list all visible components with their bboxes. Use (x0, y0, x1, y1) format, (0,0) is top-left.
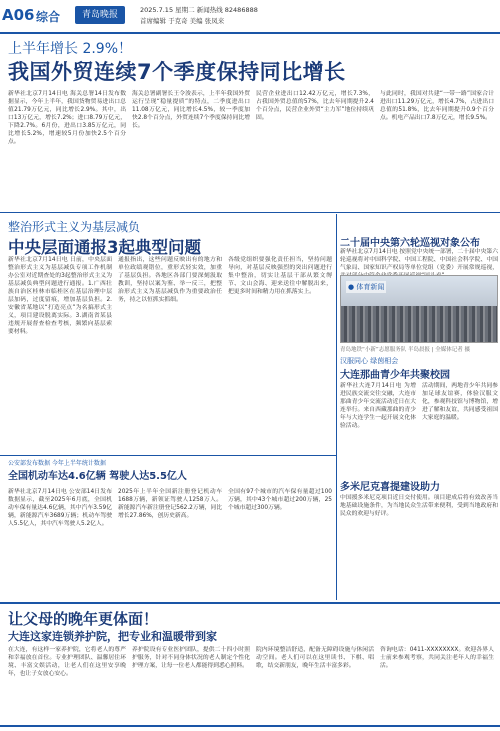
photo-caption: 青岛地铁“小新”志愿服务队 半岛晨报 | 全媒体记者 摄 (340, 347, 471, 353)
lead-headline: 我国外贸连续7个季度保持同比增长 (8, 60, 346, 84)
story4-col-2: 活动期间，两地青少年共同参加足球友谊赛，体验汉服文化，参观科技馆与博物馆，增进了解和友谊，共同感受祖国大家庭的温暖。 (422, 383, 498, 421)
divider (0, 455, 336, 456)
section-label: 综合 (36, 10, 61, 24)
story3-col-1: 新华社北京7月14日电 公安部14日发布数据显示，截至2025年6月底，全国机动车保有量达4.6亿辆，其中汽车3.59亿辆，新能源汽车3689万辆；机动车驾驶人5.5亿人，其中汽车驾驶人5.2亿人。 (8, 489, 112, 527)
photo-crowd (341, 306, 497, 342)
lead-col-1: 新华社北京7月14日电 海关总署14日发布数据显示，今年上半年，我国货物贸易进出口总值21.79万亿元，同比增长2.9%。其中，出口13万亿元，增长7.2%；进口8.79万亿元，下降2.7%。6月份，进出口3.85万亿元，同比增长5.2%，增速较5月份加快2.5个百分点。 (8, 91, 126, 145)
sidebar-headline: 二十届中央第六轮巡视对象公布 (340, 238, 480, 249)
footer-rule (0, 725, 500, 727)
story4-col-1: 新华社大连7月14日电 为增进民族交流交往交融，大连市那曲青少年交流活动近日在大连举行。来自西藏那曲的青少年与大连学生一起开展文化体验活动。 (340, 383, 416, 429)
story2-headline: 中央层面通报3起典型问题 (8, 238, 201, 257)
story2-col-1: 新华社北京7月14日电 日前，中央层面整治形式主义为基层减负专项工作机制办公室对近期查处的3起整治形式主义为基层减负典型问题进行通报。1.广西壮族自治区桂林市临桂区在基层治理中层层加码，过度留痕，增加基层负担。2.安徽省某地以“打造亮点”为名搞形式主义，项目建设脱离实际。3.湖南省某县违规开展督查检查考核，频繁向基层索要材料。 (8, 257, 112, 335)
masthead-logo: 青岛晚报 (75, 6, 125, 24)
story5-headline: 多米尼克喜提建设助力 (340, 482, 440, 493)
lead-col-3: 民营企业进出口12.42万亿元，增长7.3%，占我国外贸总值的57%，比去年同期提升2.4个百分点，民营企业外贸“主力军”地位持续巩固。 (256, 91, 374, 121)
editor-line: 首席编辑 于克奇 美编 张凤来 (140, 17, 225, 25)
story3-col-3: 全国有97个城市的汽车保有量超过100万辆，其中43个城市超过200万辆，25个城市超过300万辆。 (228, 489, 332, 511)
divider (0, 602, 500, 604)
story3-headline: 全国机动车达4.6亿辆 驾驶人达5.5亿人 (8, 471, 187, 482)
story4-headline: 大连那曲青少年共聚校园 (340, 370, 450, 381)
divider (0, 212, 500, 213)
story3-kicker: 公安部发布数据 今年上半年统计数据 (8, 460, 106, 467)
date-line: 2025.7.15 星期二 新闻热线 82486888 (140, 6, 258, 14)
story6-subheadline: 大连这家连锁养护院，把专业和温暖带到家 (8, 630, 217, 643)
story6-col-1: 在大连，有这样一家养护院，它将老人的尊严和幸福放在首位。专业护理团队、温馨居住环境、丰富文娱活动，让老人们在这里安享晚年，也让子女放心安心。 (8, 647, 126, 677)
story2-col-3: 各级党组织要强化责任担当，坚持问题导向，对基层反映强烈的突出问题进行集中整治，切实让基层干部从繁文缛节、文山会海、迎来送往中解脱出来，把更多时间和精力用在抓落实上。 (228, 257, 332, 295)
column-divider (336, 214, 337, 600)
story6-col-3: 院内环境整洁舒适，配备无障碍设施与休闲活动空间。老人们可以在这里读书、下棋、唱歌，结交新朋友，晚年生活丰富多彩。 (256, 647, 374, 669)
story6-col-2: 养护院设有专业医护团队，提供二十四小时照护服务，针对不同身体状况的老人制定个性化护理方案，让每一位老人都能得到悉心照料。 (132, 647, 250, 669)
story4-kicker: 汉服同心 绿茵相会 (340, 357, 399, 365)
page-header (0, 0, 500, 34)
page-number: A06 (2, 6, 35, 24)
photo-label: ● 体育新闻 (348, 283, 385, 291)
story6-headline: 让父母的晚年更体面！ (8, 610, 159, 628)
sidebar-body: 新华社北京7月14日电 按照党中央统一部署，二十届中央第六轮巡视将对中国科学院、中国工程院、中国社会科学院、中国气象局、国家知识产权局等单位党组（党委）开展常规巡视， (340, 249, 498, 271)
lead-col-4: 与此同时，我国对共建“一带一路”国家合计进出口11.29万亿元，增长4.7%，占进出口总值的51.8%，比去年同期提升0.9个百分点。机电产品出口7.8万亿元，增长9.5%。 (380, 91, 494, 121)
story2-col-2: 通报指出，这些问题反映出有的地方和单位政绩观错位，重形式轻实效，加重了基层负担。各地区各部门要深刻汲取教训，坚持以案为鉴、举一反三，把整治形式主义为基层减负作为重要政治任务，持之以恒抓实抓细。 (118, 257, 222, 303)
story6-col-4: 咨询电话：0411-XXXXXXXX。欢迎各界人士前来参观考察，共同关注老年人的幸福生活。 (380, 647, 494, 669)
lead-col-2: 海关总署副署长王令浚表示，上半年我国外贸运行呈现“稳量提质”的特点，二季度进出口11.08万亿元，同比增长4.5%，较一季度加快2.8个百分点，外贸连续7个季度保持同比增长。 (132, 91, 250, 129)
story5-col-1: 中国援多米尼克项目近日交付使用。项目建成后将有效改善当地基础设施条件，为当地民众生活带来便利，受到当地政府和民众的欢迎与好评。 (340, 495, 498, 517)
story3-col-2: 2025年上半年全国新注册登记机动车1688万辆，新领证驾驶人1258万人。新能源汽车新注册登记562.2万辆，同比增长27.86%，创历史新高。 (118, 489, 222, 519)
story2-kicker: 整治形式主义为基层减负 (8, 220, 141, 234)
lead-kicker: 上半年增长 2.9%！ (8, 41, 133, 57)
